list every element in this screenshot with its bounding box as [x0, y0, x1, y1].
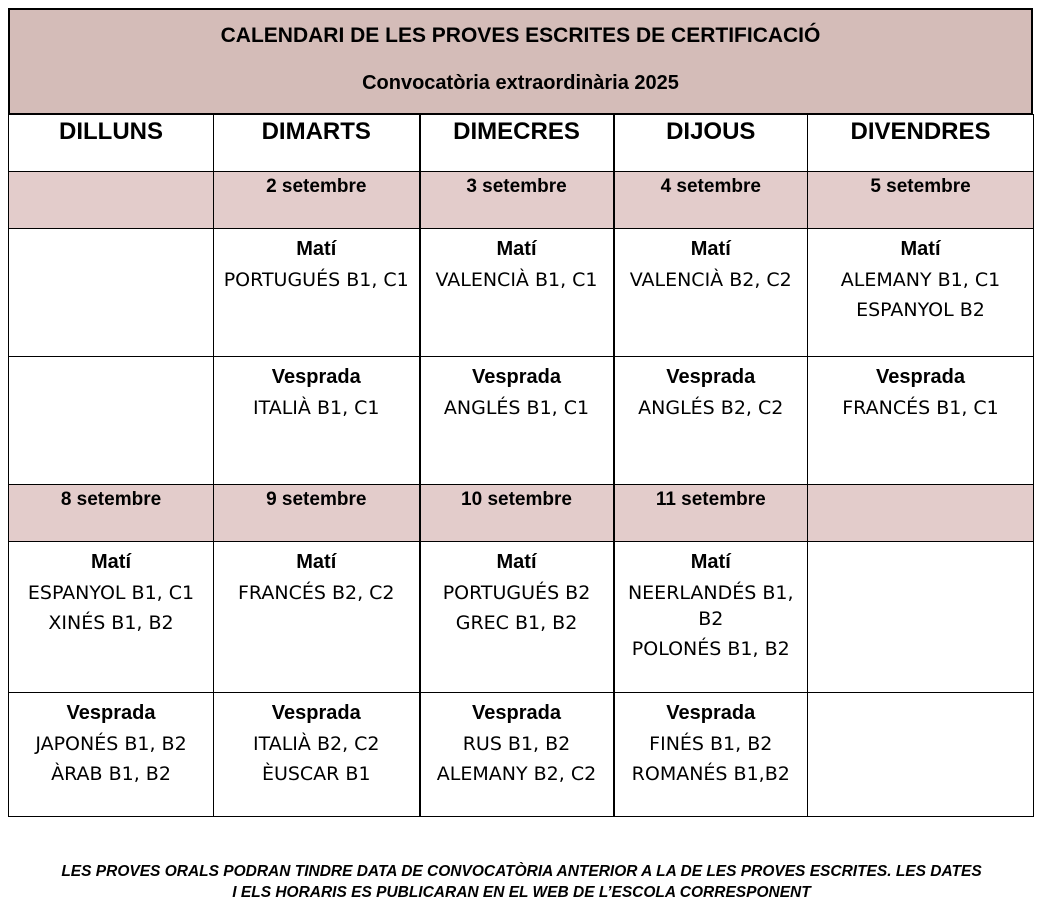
date-cell [420, 172, 614, 229]
exam-entry: FRANCÉS B2, C2 [238, 582, 395, 604]
morning-slot-cell [420, 229, 614, 357]
footer-note [8, 861, 1035, 903]
exam-entry: RUS B1, B2 [462, 733, 571, 755]
morning-label: Matí [900, 238, 941, 260]
day-label-thursday: DIJOUS [666, 118, 756, 145]
morning-slot-cell [420, 542, 614, 693]
day-header [808, 115, 1034, 172]
day-label-monday: DILLUNS [59, 118, 163, 145]
exam-entry: POLONÉS B1, B2 [631, 638, 790, 660]
morning-label: Matí [496, 551, 537, 573]
day-label-friday: DIVENDRES [850, 118, 991, 145]
footer-note-line1: LES PROVES ORALS PODRAN TINDRE DATA DE CONVOCATÒRIA ANTERIOR A LA DE LES PROVES ESCRITES. LES DATES [61, 863, 982, 880]
afternoon-slot-cell [214, 693, 420, 817]
date-cell [9, 485, 214, 542]
date-label: 10 setembre [461, 489, 572, 510]
day-header [214, 115, 420, 172]
afternoon-label: Vesprada [271, 366, 361, 388]
afternoon-label: Vesprada [472, 366, 561, 388]
afternoon-slot-cell [214, 357, 420, 485]
day-header [614, 115, 808, 172]
exam-entry: VALENCIÀ B1, C1 [435, 269, 598, 291]
date-cell [9, 172, 214, 229]
exam-entry: ALEMANY B2, C2 [436, 763, 597, 785]
afternoon-row-week2 [9, 693, 1034, 817]
date-label: 5 setembre [870, 176, 971, 197]
afternoon-label: Vesprada [66, 702, 156, 724]
day-header-row [9, 115, 1034, 172]
date-cell [614, 485, 808, 542]
morning-label: Matí [296, 238, 337, 260]
date-cell [214, 172, 420, 229]
afternoon-label: Vesprada [876, 366, 965, 388]
calendar-subtitle: Convocatòria extraordinària 2025 [362, 72, 679, 94]
exam-entry: ESPANYOL B2 [856, 299, 985, 321]
afternoon-slot-cell [420, 357, 614, 485]
afternoon-label: Vesprada [666, 702, 756, 724]
morning-slot-cell [614, 542, 808, 693]
morning-label: Matí [296, 551, 337, 573]
date-cell [614, 172, 808, 229]
afternoon-label: Vesprada [271, 702, 361, 724]
exam-entry: XINÉS B1, B2 [48, 612, 174, 634]
exam-entry: VALENCIÀ B2, C2 [629, 269, 792, 291]
date-cell [420, 485, 614, 542]
day-label-tuesday: DIMARTS [261, 118, 371, 145]
morning-slot-cell [614, 229, 808, 357]
afternoon-label: Vesprada [666, 366, 756, 388]
date-row-week1 [9, 172, 1034, 229]
morning-slot-cell [9, 542, 214, 693]
exam-entry: ALEMANY B1, C1 [840, 269, 1001, 291]
morning-row-week2 [9, 542, 1034, 693]
exam-entry: ITALIÀ B2, C2 [252, 733, 380, 755]
morning-slot-cell [808, 229, 1034, 357]
morning-slot-cell [214, 229, 420, 357]
date-label: 2 setembre [266, 176, 367, 197]
afternoon-slot-cell [614, 357, 808, 485]
exam-entry: ÀRAB B1, B2 [51, 763, 171, 785]
date-cell [808, 485, 1034, 542]
calendar-title: CALENDARI DE LES PROVES ESCRITES DE CERTIFICACIÓ [220, 24, 821, 47]
date-cell [214, 485, 420, 542]
exam-entry: FRANCÉS B1, C1 [842, 397, 999, 419]
exam-calendar-table [8, 114, 1034, 817]
date-label [808, 485, 1033, 489]
exam-entry: JAPONÉS B1, B2 [35, 733, 187, 755]
date-label [9, 172, 213, 176]
afternoon-row-week1 [9, 357, 1034, 485]
calendar-title-box [8, 8, 1033, 115]
date-label: 11 setembre [655, 489, 766, 510]
afternoon-slot-cell [808, 693, 1034, 817]
afternoon-slot-cell [9, 357, 214, 485]
exam-entry: FINÉS B1, B2 [649, 733, 773, 755]
exam-entry: NEERLANDÉS B1, B2 [627, 582, 794, 630]
footer-note-line2: I ELS HORARIS ES PUBLICARAN EN EL WEB DE L’ESCOLA CORRESPONENT [232, 884, 811, 901]
day-header [9, 115, 214, 172]
exam-entry: ÈUSCAR B1 [261, 763, 371, 785]
morning-label: Matí [690, 238, 731, 260]
exam-entry: ANGLÉS B2, C2 [638, 397, 784, 419]
morning-label: Matí [690, 551, 731, 573]
date-label: 9 setembre [266, 489, 367, 510]
date-cell [808, 172, 1034, 229]
exam-entry: PORTUGUÉS B2 [442, 582, 591, 604]
day-header [420, 115, 614, 172]
morning-slot-cell [214, 542, 420, 693]
morning-label: Matí [496, 238, 537, 260]
exam-entry: ANGLÉS B1, C1 [443, 397, 590, 419]
afternoon-slot-cell [614, 693, 808, 817]
afternoon-slot-cell [420, 693, 614, 817]
exam-entry: PORTUGUÉS B1, C1 [223, 269, 409, 291]
exam-entry: GREC B1, B2 [455, 612, 578, 634]
afternoon-slot-cell [808, 357, 1034, 485]
exam-entry: ESPANYOL B1, C1 [27, 582, 195, 604]
date-row-week2 [9, 485, 1034, 542]
morning-slot-cell [808, 542, 1034, 693]
morning-label: Matí [91, 551, 131, 573]
afternoon-slot-cell [9, 693, 214, 817]
morning-row-week1 [9, 229, 1034, 357]
date-label: 4 setembre [660, 176, 761, 197]
day-label-wednesday: DIMECRES [453, 118, 580, 145]
date-label: 8 setembre [60, 489, 162, 510]
morning-slot-cell [9, 229, 214, 357]
exam-entry: ROMANÉS B1,B2 [631, 763, 790, 785]
date-label: 3 setembre [466, 176, 567, 197]
afternoon-label: Vesprada [472, 702, 561, 724]
exam-entry: ITALIÀ B1, C1 [252, 397, 380, 419]
